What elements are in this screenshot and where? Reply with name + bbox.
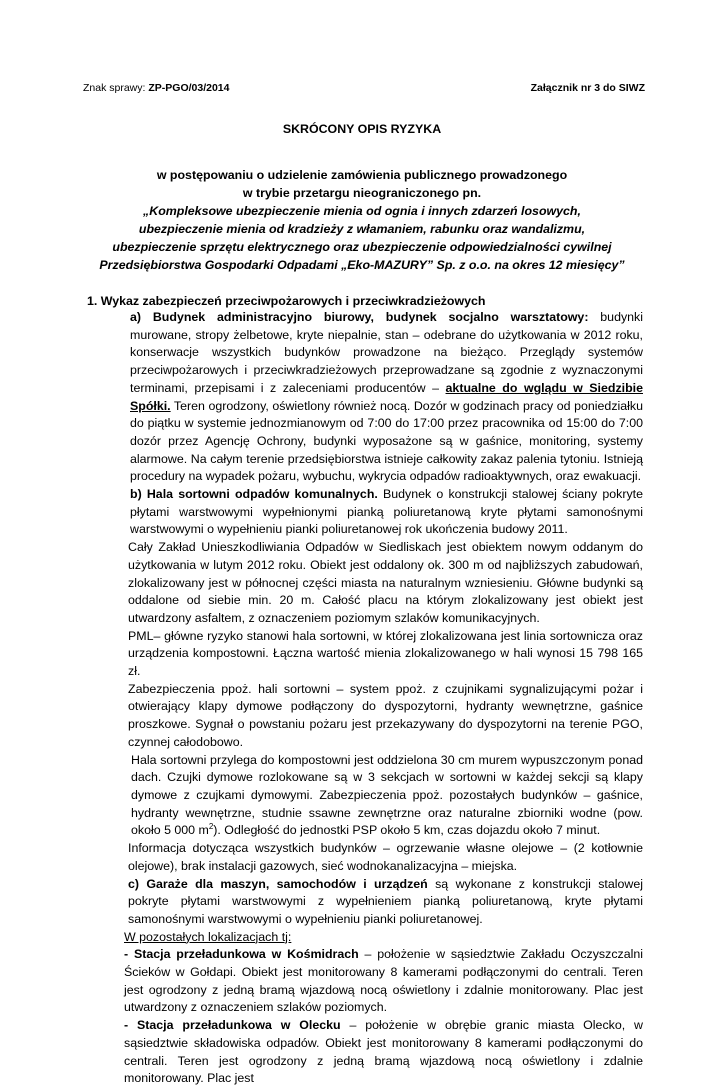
paragraph-a	[117, 309, 643, 486]
kosmidry-label: - Stacja przeładunkowa w Kośmidrach	[124, 947, 359, 962]
paragraph-sorting-hall	[117, 752, 643, 841]
paragraph-fire-protection: Zabezpieczenia ppoż. hali sortowni – system ppoż. z czujnikami sygnalizującymi pożar i otwierający klapy dymowe podłączony do dyspozytorni, hydranty wewnętrzne, gaśnice proszkowe. Sygnał o powstaniu pożaru jest przekazywany do dyspozytorni na terenie PGO, czynnej całodobowo.	[128, 681, 643, 749]
intro-line-1: w postępowaniu o udzielenie zamówienia publicznego prowadzonego	[156, 168, 568, 182]
paragraph-zuo: Cały Zakład Unieszkodliwiania Odpadów w Siedliskach jest obiektem nowym oddanym do użytkowania w lutym 2012 roku. Obiekt jest oddalony ok. 300 m od najbliższych zabudowań, zlokalizowany jest w północnej części miasta na naturalnym wzniesieniu. Główne budynki są oddalone od siebie min. 20 m. Całość placu na którym zlokalizowany jest obiekt jest utwardzony asfaltem, z oznaczeniem poziomym szlaków komunikacyjnych.	[128, 540, 643, 625]
paragraph-c-text: są wykonane z konstrukcji stalowej pokryte płytami warstwowymi z wypełnieniem pianką poliuretanową, kryte płytami samonośnymi warstwowymi o wypełnieniu pianki poliuretanowej.	[128, 876, 643, 926]
section-heading: 1. Wykaz zabezpieczeń przeciwpożarowych i przeciwkradzieżowych	[87, 294, 486, 308]
paragraph-c-label: c) Garaże dla maszyn, samochodów i urządzeń	[128, 876, 428, 891]
intro-line-5: ubezpieczenie sprzętu elektrycznego oraz ubezpieczenie odpowiedzialności cywilnej	[112, 240, 612, 254]
section-body	[117, 309, 643, 1088]
paragraph-b	[117, 486, 643, 539]
paragraph-a-underlined: aktualne do wglądu w Siedzibie Spółki.	[130, 380, 643, 413]
olecko-label: - Stacja przeładunkowa w Olecku	[124, 1018, 341, 1033]
sorting-hall-text-2: ). Odległość do jednostki PSP około 5 km, czas dojazdu około 7 minut.	[213, 823, 601, 838]
paragraph-kosmidry	[117, 946, 643, 1017]
sorting-hall-text-1: Hala sortowni przylega do kompostowni jest oddzielona 30 cm murem wypuszczonym ponad dach. Czujki dymowe rozlokowane są w 3 sekcjach w sortowni w każdej sekcji są klapy dymowe z czujkami dymowymi. Zabezpieczenia ppoż. pozostałych budynków – gaśnice, hydranty wewnętrzne, studnie ssawne zewnętrzne oraz naturalne zbiorniki wodne (pow. około 5 000 m	[131, 752, 643, 838]
reference-number	[83, 82, 229, 94]
paragraph-b-text: Budynek o konstrukcji stalowej ściany pokryte płytami warstwowymi wypełnionymi pianką poliuretanową kryte płytami samonośnymi warstwowymi o wypełnieniu pianki poliuretanowej rok ukończenia budowy 2011.	[130, 487, 643, 537]
intro-line-6: Przedsiębiorstwa Gospodarki Odpadami „Eko-MAZURY” Sp. z o.o. na okres 12 miesięcy”	[99, 258, 625, 272]
intro-block	[0, 166, 724, 274]
paragraph-olecko	[117, 1017, 643, 1088]
attachment-label: Załącznik nr 3 do SIWZ	[530, 82, 645, 94]
olecko-text: – położenie w obrębie granic miasta Olecko, w sąsiedztwie składowiska odpadów. Obiekt jest monitorowany 8 kamerami podłączonymi do centrali. Teren jest ogrodzony z jedną bramą wjazdową nocą oświetlony i zdalnie monitorowany. Plac jest	[124, 1018, 643, 1086]
intro-line-2: w trybie przetargu nieograniczonego pn.	[242, 186, 482, 200]
kosmidry-text: – położenie w sąsiedztwie Zakładu Oczyszczalni Ścieków w Gołdapi. Obiekt jest monitorowany 8 kamerami podłączonymi do centrali. Teren jest ogrodzony z jedną bramą wjazdową nocą oświetlony i zdalnie monitorowany. Plac jest utwardzony z oznaczeniem szlaków poziomych.	[124, 947, 644, 1015]
document-title: SKRÓCONY OPIS RYZYKA	[282, 122, 442, 136]
paragraph-b-label: b) Hala sortowni odpadów komunalnych.	[130, 487, 378, 502]
paragraph-pml: PML– główne ryzyko stanowi hala sortowni, w której zlokalizowana jest linia sortownicza oraz urządzenia kompostowni. Łączna wartość mienia zlokalizowanego w hali wynosi 15 798 165 zł.	[128, 628, 643, 679]
reference-code: ZP-PGO/03/2014	[148, 82, 230, 94]
intro-line-3: „Kompleksowe ubezpieczenie mienia od ognia i innych zdarzeń losowych,	[143, 204, 581, 218]
other-locations-heading: W pozostałych lokalizacjach tj:	[124, 929, 292, 944]
superscript-2: 2	[208, 822, 214, 832]
paragraph-building-info: Informacja dotycząca wszystkich budynków – ogrzewanie własne olejowe – (2 kotłownie olejowe), brak instalacji gazowych, sieć wodnokanalizacyjna – miejska.	[128, 841, 643, 873]
paragraph-c	[117, 876, 643, 929]
paragraph-a-text-2: Teren ogrodzony, oświetlony również nocą. Dozór w godzinach pracy od poniedziałku do piątku w systemie jednozmianowym od 7:00 do 17:00 przez pracownika od 15:00 do 7:00 dozór przez Agencję Ochrony, budynki wyposażone są w gaśnice, monitoring, systemy alarmowe. Na całym terenie przedsiębiorstwa istnieje całkowity zakaz palenia tytoniu. Istnieją procedury na wypadek pożaru, wybuchu, wykrycia odpadów radioaktywnych, oraz ewakuacji.	[130, 398, 643, 484]
reference-prefix: Znak sprawy:	[83, 82, 149, 94]
paragraph-a-text-1: budynki murowane, stropy żelbetowe, kryte niepalnie, stan – odebrane do użytkowania w 2012 roku, konserwacje wszystkich budynków prowadzone na bieżąco. Przeglądy systemów przeciwpożarowych i przeciwkradzieżowych przeprowadzane są zgodnie z wyznaczonymi terminami, przepisami i z zaleceniami producentów –	[130, 310, 644, 395]
paragraph-a-label: a) Budynek administracyjno biurowy, budynek socjalno warsztatowy:	[130, 310, 589, 324]
intro-line-4: ubezpieczenie mienia od kradzieży z włamaniem, rabunku oraz wandalizmu,	[138, 222, 586, 236]
